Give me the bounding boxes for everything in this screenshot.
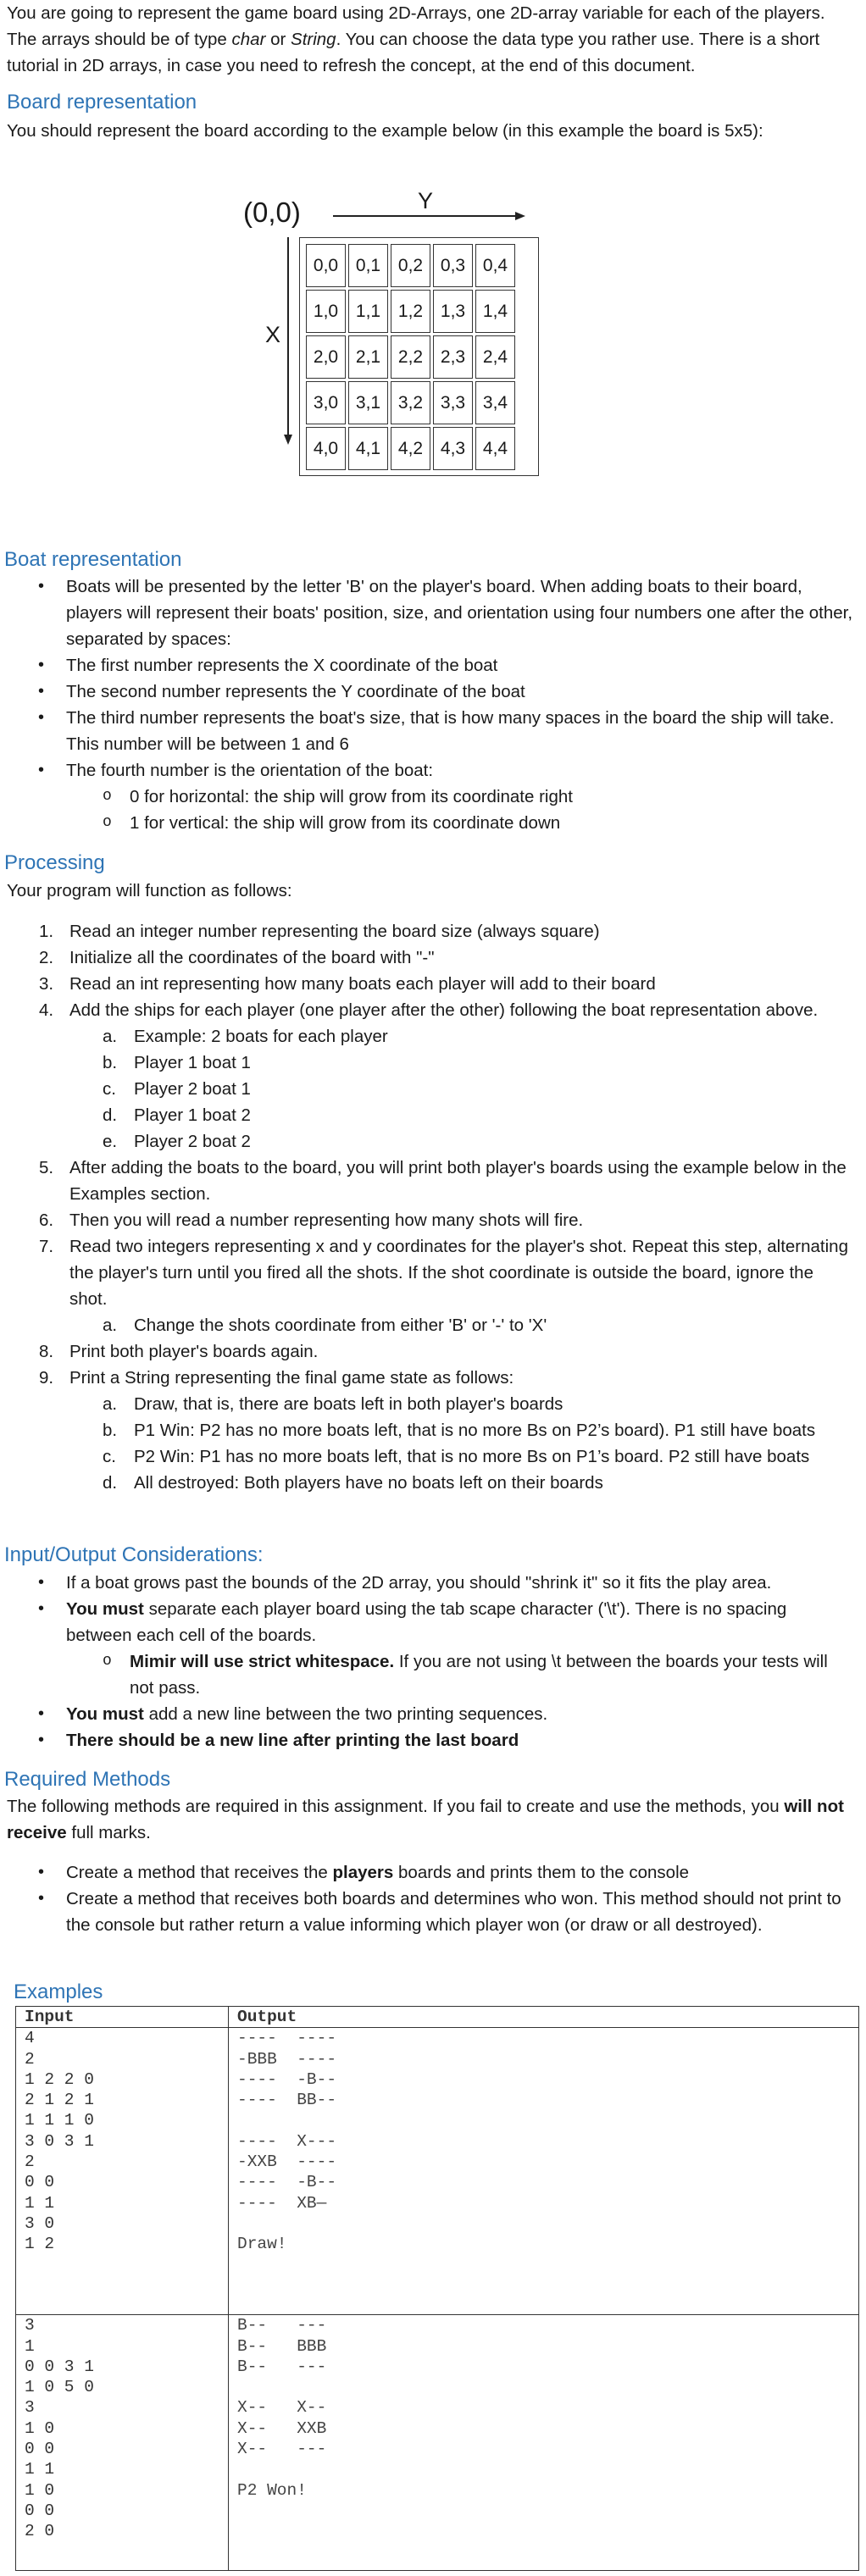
list-item: • The fourth number is the orientation of the boat: — [7, 757, 854, 784]
example-2-output — [229, 2315, 859, 2571]
sub-step-text: Example: 2 boats for each player — [134, 1027, 388, 1046]
step-text: Then you will read a number representing how many shots will fire. — [69, 1210, 584, 1230]
code-block: ---- ---- -BBB ---- ---- -B-- ---- BB-- ---- X--- -XXB ---- ---- -B-- ---- XB— Draw! — [237, 2029, 337, 2254]
sub-step-item — [7, 1417, 854, 1443]
step-number: 8. — [39, 1342, 54, 1361]
step-item — [7, 971, 854, 997]
boat-representation-heading: Boat representation — [4, 548, 182, 571]
emphasis: players — [332, 1863, 394, 1882]
sub-step-item — [7, 1312, 854, 1338]
board-cell: 2,3 — [433, 335, 473, 379]
board-cell: 4,0 — [306, 427, 346, 470]
table-row — [16, 2315, 859, 2571]
step-text: Read two integers representing x and y coordinates for the player's shot. Repeat this step, alternating the player's turn until you fired all the shots. If the shot coordinate is outside the board, ignore the shot. — [69, 1237, 848, 1309]
step-number: 5. — [39, 1158, 54, 1177]
sub-step-text: Player 2 boat 1 — [134, 1079, 251, 1099]
sub-step-item — [7, 1443, 854, 1470]
list-item — [7, 1701, 854, 1727]
examples-table — [15, 2006, 859, 2571]
step-item — [7, 1155, 854, 1207]
sub-step-item — [7, 1050, 854, 1076]
step-text: Read an integer number representing the board size (always square) — [69, 922, 600, 941]
sub-step-letter: c. — [103, 1079, 116, 1099]
emphasis: Mimir will use strict whitespace. — [130, 1652, 395, 1671]
sub-step-text: Draw, that is, there are boats left in both player's boards — [134, 1394, 563, 1414]
y-axis-label: Y — [418, 188, 434, 213]
list-item — [7, 1727, 854, 1753]
table-row — [16, 2028, 859, 2315]
required-methods-intro — [7, 1793, 854, 1846]
sub-list-item: o 1 for vertical: the ship will grow from its coordinate down — [7, 810, 854, 836]
sub-list-item: o 0 for horizontal: the ship will grow from its coordinate right — [7, 784, 854, 810]
list-item-text: boards and prints them to the console — [393, 1863, 690, 1882]
board-row — [306, 244, 515, 287]
processing-steps — [7, 918, 854, 1496]
sub-step-text: Player 2 boat 2 — [134, 1132, 251, 1151]
sub-step-letter: a. — [103, 1394, 118, 1414]
sub-step-text: P2 Win: P1 has no more boats left, that is no more Bs on P1’s board. P2 still have boats — [134, 1447, 810, 1466]
step-text: Read an int representing how many boats each player will add to their board — [69, 974, 656, 994]
examples-heading: Examples — [14, 1980, 103, 2003]
step-number: 1. — [39, 922, 54, 941]
origin-label: (0,0) — [243, 197, 301, 228]
intro-type-string: String — [291, 30, 336, 49]
step-item — [7, 1338, 854, 1365]
board-cell: 0,2 — [391, 244, 430, 287]
board-cell: 4,2 — [391, 427, 430, 470]
board-row — [306, 381, 515, 424]
board-cell: 0,4 — [475, 244, 515, 287]
sub-step-letter: a. — [103, 1316, 118, 1335]
list-item — [7, 1596, 854, 1648]
required-methods-list — [7, 1859, 854, 1938]
sub-step-item — [7, 1076, 854, 1102]
board-row — [306, 290, 515, 333]
board-cell: 1,4 — [475, 290, 515, 333]
sub-step-item — [7, 1470, 854, 1496]
step-number: 2. — [39, 948, 54, 967]
sub-step-item — [7, 1128, 854, 1155]
board-row — [306, 427, 515, 470]
board-cell: 2,2 — [391, 335, 430, 379]
board-diagram — [0, 178, 866, 491]
x-axis-label: X — [265, 322, 281, 347]
step-text: Print both player's boards again. — [69, 1342, 319, 1361]
required-methods-heading: Required Methods — [4, 1768, 171, 1791]
step-number: 3. — [39, 974, 54, 994]
board-representation-text: You should represent the board according to the example below (in this example the board is 5x5): — [7, 121, 763, 141]
step-text: Print a String representing the final game state as follows: — [69, 1368, 514, 1388]
list-item-text: separate each player board using the tab scape character ('\t'). There is no spacing between each cell of the boards. — [66, 1599, 787, 1645]
intro-text: The following methods are required in this assignment. If you fail to create and use the methods, you — [7, 1797, 785, 1816]
board-cell: 1,3 — [433, 290, 473, 333]
code-block: 4 2 1 2 2 0 2 1 2 1 1 1 1 0 3 0 3 1 2 0 0 1 1 3 0 1 2 — [25, 2029, 94, 2254]
emphasis: will not receive — [7, 1797, 844, 1842]
sub-step-text: All destroyed: Both players have no boats left on their boards — [134, 1473, 603, 1493]
sub-step-letter: a. — [103, 1027, 118, 1046]
intro-text: full marks. — [66, 1823, 151, 1842]
intro-text-1: You are going to represent the game board using 2D-Arrays, one 2D-array variable for each of the players. The arrays should be of type — [7, 3, 825, 49]
code-block: B-- --- B-- BBB B-- --- X-- X-- X-- XXB X-- --- P2 Won! — [237, 2316, 327, 2500]
board-cell: 1,0 — [306, 290, 346, 333]
sub-step-letter: c. — [103, 1447, 116, 1466]
list-item-text: Create a method that receives the — [66, 1863, 333, 1882]
step-text: Add the ships for each player (one player after the other) following the boat representation above. — [69, 1000, 819, 1020]
board-cell: 3,0 — [306, 381, 346, 424]
sub-step-item — [7, 1023, 854, 1050]
examples-header-row — [16, 2007, 859, 2028]
step-text: After adding the boats to the board, you will print both player's boards using the example below in the Examples section. — [69, 1158, 847, 1204]
step-item — [7, 1233, 854, 1312]
sub-step-item — [7, 1391, 854, 1417]
board-grid — [303, 241, 518, 473]
sub-step-text: Player 1 boat 2 — [134, 1105, 251, 1125]
board-cell: 4,3 — [433, 427, 473, 470]
step-number: 4. — [39, 1000, 54, 1020]
sub-step-letter: d. — [103, 1473, 118, 1493]
intro-paragraph — [7, 0, 854, 79]
example-1-input — [16, 2028, 229, 2315]
emphasis: You must — [66, 1704, 144, 1724]
intro-text-3: . You can choose the data type you rather use. There is a short tutorial in 2D arrays, in case you need to refresh the concept, at the end of this document. — [7, 30, 820, 75]
list-item: • If a boat grows past the bounds of the 2D array, you should "shrink it" so it fits the play area. — [7, 1570, 854, 1596]
step-number: 6. — [39, 1210, 54, 1230]
emphasis: You must — [66, 1599, 144, 1619]
processing-intro: Your program will function as follows: — [7, 881, 292, 900]
board-row — [306, 335, 515, 379]
list-item: • The third number represents the boat's size, that is how many spaces in the board the ship will take. This number will be between 1 and 6 — [7, 705, 854, 757]
board-cell: 4,1 — [348, 427, 388, 470]
step-text: Initialize all the coordinates of the board with "-" — [69, 948, 435, 967]
board-cell: 3,1 — [348, 381, 388, 424]
example-1-output — [229, 2028, 859, 2315]
sub-step-letter: b. — [103, 1421, 118, 1440]
sub-step-letter: d. — [103, 1105, 118, 1125]
io-considerations-list — [7, 1570, 854, 1753]
sub-step-letter: e. — [103, 1132, 118, 1151]
board-cell: 1,1 — [348, 290, 388, 333]
board-cell: 2,1 — [348, 335, 388, 379]
board-cell: 2,0 — [306, 335, 346, 379]
sub-step-text: Player 1 boat 1 — [134, 1053, 251, 1072]
boat-representation-list — [7, 573, 854, 836]
step-item — [7, 918, 854, 945]
sub-list-item — [7, 1648, 854, 1701]
step-number: 9. — [39, 1368, 54, 1388]
board-cell: 2,4 — [475, 335, 515, 379]
board-cell: 4,4 — [475, 427, 515, 470]
list-item: • Boats will be presented by the letter 'B' on the player's board. When adding boats to their board, players will represent their boats' position, size, and orientation using four numbers one after the other, separated by spaces: — [7, 573, 854, 652]
sub-step-item — [7, 1102, 854, 1128]
sub-step-text: P1 Win: P2 has no more boats left, that is no more Bs on P2’s board). P1 still have boats — [134, 1421, 816, 1440]
list-item-text: add a new line between the two printing sequences. — [143, 1704, 548, 1724]
input-column-header: Input — [16, 2007, 229, 2028]
list-item: • The first number represents the X coordinate of the boat — [7, 652, 854, 679]
sub-step-text: Change the shots coordinate from either 'B' or '-' to 'X' — [134, 1316, 547, 1335]
list-item-text: If you are not using \t between the boards your tests will not pass. — [130, 1652, 828, 1698]
intro-type-char: char — [231, 30, 266, 49]
board-representation-heading: Board representation — [7, 91, 197, 114]
intro-text-2: or — [265, 30, 291, 49]
step-item — [7, 1207, 854, 1233]
sub-step-letter: b. — [103, 1053, 118, 1072]
step-item — [7, 997, 854, 1023]
board-cell: 0,1 — [348, 244, 388, 287]
output-column-header: Output — [229, 2007, 859, 2028]
emphasis: There should be a new line after printing the last board — [66, 1731, 519, 1750]
list-item: • The second number represents the Y coordinate of the boat — [7, 679, 854, 705]
code-block: 3 1 0 0 3 1 1 0 5 0 3 1 0 0 0 1 1 1 0 0 0 2 0 — [25, 2316, 94, 2541]
board-cell: 0,0 — [306, 244, 346, 287]
board-cell: 0,3 — [433, 244, 473, 287]
step-number: 7. — [39, 1237, 54, 1256]
board-cell: 3,2 — [391, 381, 430, 424]
step-item — [7, 1365, 854, 1391]
list-item — [7, 1859, 854, 1886]
board-cell: 3,3 — [433, 381, 473, 424]
processing-heading: Processing — [4, 851, 105, 874]
step-item — [7, 945, 854, 971]
board-cell: 3,4 — [475, 381, 515, 424]
board-cell: 1,2 — [391, 290, 430, 333]
list-item: • Create a method that receives both boards and determines who won. This method should not print to the console but rather return a value informing which player won (or draw or all destroyed). — [7, 1886, 854, 1938]
io-considerations-heading: Input/Output Considerations: — [4, 1543, 264, 1566]
example-2-input — [16, 2315, 229, 2571]
